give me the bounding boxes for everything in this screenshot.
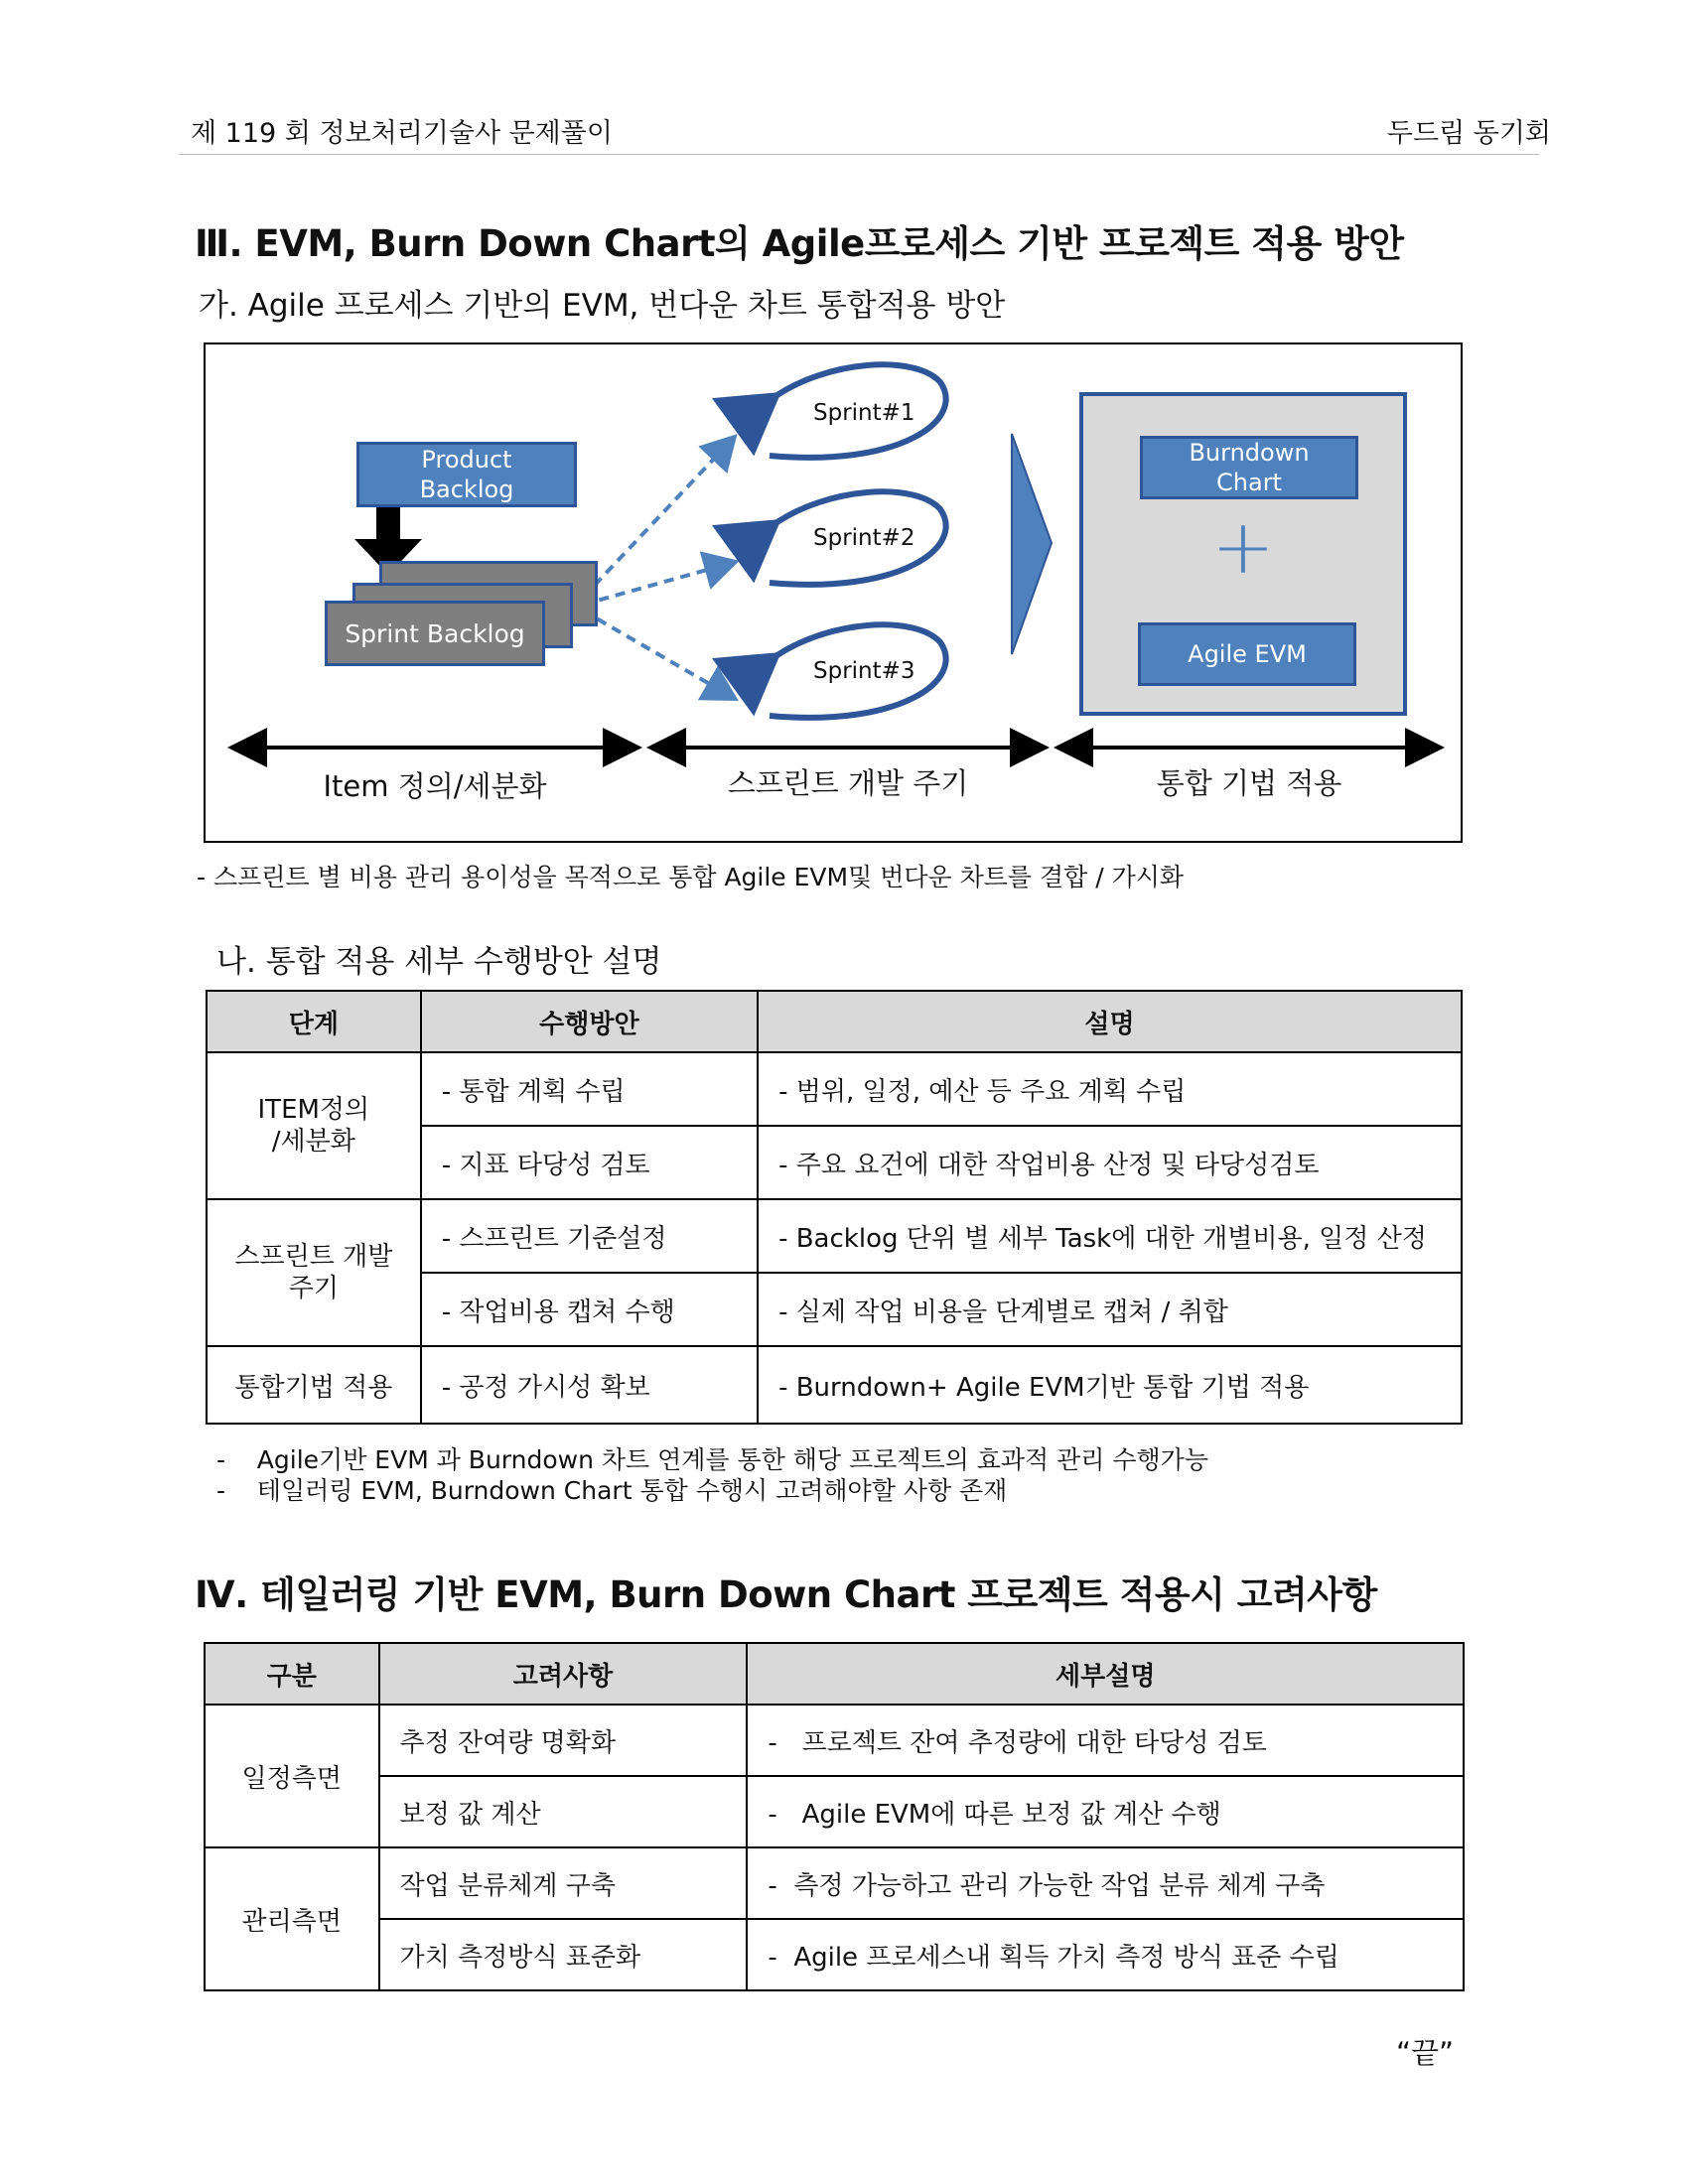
table-header: 세부설명 [747, 1643, 1464, 1705]
desc-cell: - 측정 가능하고 관리 가능한 작업 분류 체계 구축 [747, 1847, 1464, 1919]
end-mark: “끝” [1395, 2036, 1454, 2070]
section3-sub-a: 가. Agile 프로세스 기반의 EVM, 번다운 차트 통합적용 방안 [199, 288, 1006, 324]
item-cell: 보정 값 계산 [379, 1776, 748, 1847]
header-right: 두드림 동기회 [1386, 118, 1551, 149]
table-header-row [205, 1643, 1464, 1705]
product-backlog-box: Product Backlog [356, 442, 577, 507]
item-cell: 가치 측정방식 표준화 [379, 1919, 748, 1990]
table-header: 구분 [205, 1643, 379, 1705]
desc-cell: - 실제 작업 비용을 단계별로 캡쳐 / 취합 [758, 1273, 1462, 1346]
burndown-chart-box: Burndown Chart [1140, 436, 1358, 499]
desc-cell: - Agile EVM에 따른 보정 값 계산 수행 [747, 1776, 1464, 1847]
table-header: 고려사항 [379, 1643, 748, 1705]
table-row [205, 1847, 1464, 1919]
diagram-note: - 스프린트 별 비용 관리 용이성을 목적으로 통합 Agile EVM및 번다운 차트를 결합 / 가시화 [197, 863, 1185, 891]
table-header-row [207, 991, 1462, 1052]
chevron-right-icon [1012, 434, 1052, 654]
desc-cell: - Agile 프로세스내 획득 가치 측정 방식 표준 수립 [747, 1919, 1464, 1990]
table-header: 설명 [758, 991, 1462, 1052]
process-diagram [204, 342, 1463, 843]
phase-sprint-label: 스프린트 개발 주기 [727, 766, 969, 800]
table-header: 단계 [207, 991, 421, 1052]
group-cell: 일정측면 [205, 1705, 379, 1847]
dashed-arrows [583, 440, 732, 697]
table-row [205, 1776, 1464, 1847]
method-cell: - 공정 가시성 확보 [421, 1346, 758, 1424]
table-row [207, 1052, 1462, 1126]
section3-title: Ⅲ. EVM, Burn Down Chart의 Agile프로세스 기반 프로젝트 적용 방안 [195, 222, 1404, 265]
method-cell: - 통합 계획 수립 [421, 1052, 758, 1126]
header-left: 제 119 회 정보처리기술사 문제풀이 [191, 118, 613, 149]
item-cell: 추정 잔여량 명확화 [379, 1705, 748, 1776]
method-cell: - 스프린트 기준설정 [421, 1199, 758, 1273]
phase-item-label: Item 정의/세분화 [323, 769, 547, 803]
desc-cell: - 주요 요건에 대한 작업비용 산정 및 타당성검토 [758, 1126, 1462, 1199]
table-row [207, 1199, 1462, 1273]
sprint-2-label: Sprint#2 [813, 525, 915, 551]
table-note-2: - 테일러링 EVM, Burndown Chart 통합 수행시 고려해야할 사항 존재 [216, 1476, 1008, 1505]
desc-cell: - Backlog 단위 별 세부 Task에 대한 개별비용, 일정 산정 [758, 1199, 1462, 1273]
desc-cell: - 범위, 일정, 예산 등 주요 계획 수립 [758, 1052, 1462, 1126]
item-cell: 작업 분류체계 구축 [379, 1847, 748, 1919]
phase-integration-label: 통합 기법 적용 [1156, 766, 1342, 800]
table-row [207, 1346, 1462, 1424]
sprint-1-label: Sprint#1 [813, 400, 915, 426]
table-row [205, 1919, 1464, 1990]
desc-cell: - Burndown+ Agile EVM기반 통합 기법 적용 [758, 1346, 1462, 1424]
considerations-table [204, 1642, 1465, 1991]
sprint-backlog-box: Sprint Backlog [325, 601, 545, 666]
sprint-3-label: Sprint#3 [813, 658, 915, 684]
stage-cell: 통합기법 적용 [207, 1346, 421, 1424]
section3-sub-b: 나. 통합 적용 세부 수행방안 설명 [216, 944, 662, 980]
integration-plan-table [206, 990, 1463, 1425]
method-cell: - 지표 타당성 검토 [421, 1126, 758, 1199]
desc-cell: - 프로젝트 잔여 추정량에 대한 타당성 검토 [747, 1705, 1464, 1776]
table-header: 수행방안 [421, 991, 758, 1052]
method-cell: - 작업비용 캡쳐 수행 [421, 1273, 758, 1346]
agile-evm-box: Agile EVM [1138, 622, 1356, 686]
header-divider [179, 154, 1539, 155]
section4-title: Ⅳ. 테일러링 기반 EVM, Burn Down Chart 프로젝트 적용시 고려사항 [195, 1573, 1377, 1616]
group-cell: 관리측면 [205, 1847, 379, 1990]
stage-cell: ITEM정의 /세분화 [207, 1052, 421, 1199]
table-row [205, 1705, 1464, 1776]
integration-panel [1079, 392, 1407, 716]
stage-cell: 스프린트 개발 주기 [207, 1199, 421, 1346]
plus-icon: + [1211, 502, 1275, 591]
table-note-1: - Agile기반 EVM 과 Burndown 차트 연계를 통한 해당 프로젝트의 효과적 관리 수행가능 [216, 1445, 1208, 1474]
